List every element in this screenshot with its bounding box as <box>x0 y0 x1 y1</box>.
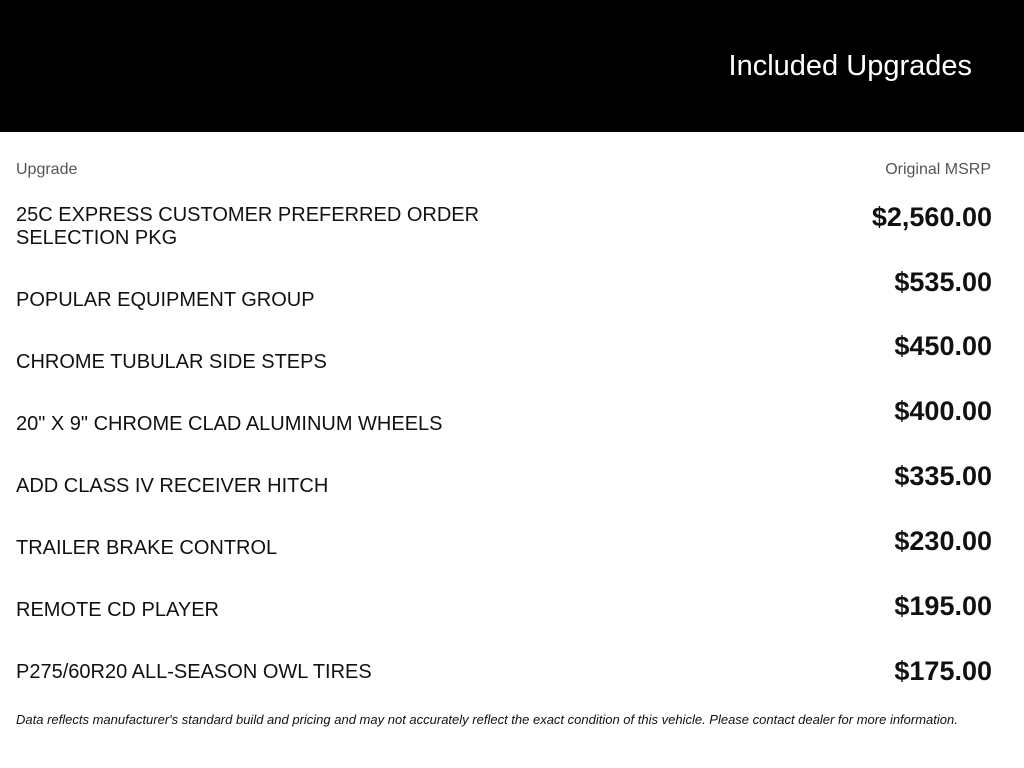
upgrade-name: TRAILER BRAKE CONTROL <box>16 537 278 559</box>
upgrade-name: 20" X 9" CHROME CLAD ALUMINUM WHEELS <box>16 413 443 435</box>
upgrade-price: $450.00 <box>894 331 992 361</box>
column-header-upgrade: Upgrade <box>16 161 78 178</box>
header-bar <box>0 0 1024 132</box>
disclaimer-footnote: Data reflects manufacturer's standard build and pricing and may not accurately reflect the exact condition of this vehicle. Please contact dealer for more information. <box>16 712 958 727</box>
upgrade-price: $175.00 <box>894 656 992 686</box>
upgrade-price: $195.00 <box>894 591 992 621</box>
upgrade-price: $335.00 <box>894 461 992 491</box>
upgrade-price: $400.00 <box>894 396 992 426</box>
upgrade-name: ADD CLASS IV RECEIVER HITCH <box>16 475 329 497</box>
upgrade-price: $535.00 <box>894 267 992 297</box>
upgrade-name: CHROME TUBULAR SIDE STEPS <box>16 351 327 373</box>
column-header-msrp: Original MSRP <box>885 161 991 178</box>
upgrade-name: 25C EXPRESS CUSTOMER PREFERRED ORDER SELECTION PKG <box>16 204 480 249</box>
page-title: Included Upgrades <box>728 50 972 82</box>
upgrade-name: POPULAR EQUIPMENT GROUP <box>16 289 315 311</box>
upgrade-price: $2,560.00 <box>871 202 992 232</box>
upgrade-name: REMOTE CD PLAYER <box>16 599 219 621</box>
upgrade-name: P275/60R20 ALL-SEASON OWL TIRES <box>16 661 372 683</box>
upgrade-price: $230.00 <box>894 526 992 556</box>
